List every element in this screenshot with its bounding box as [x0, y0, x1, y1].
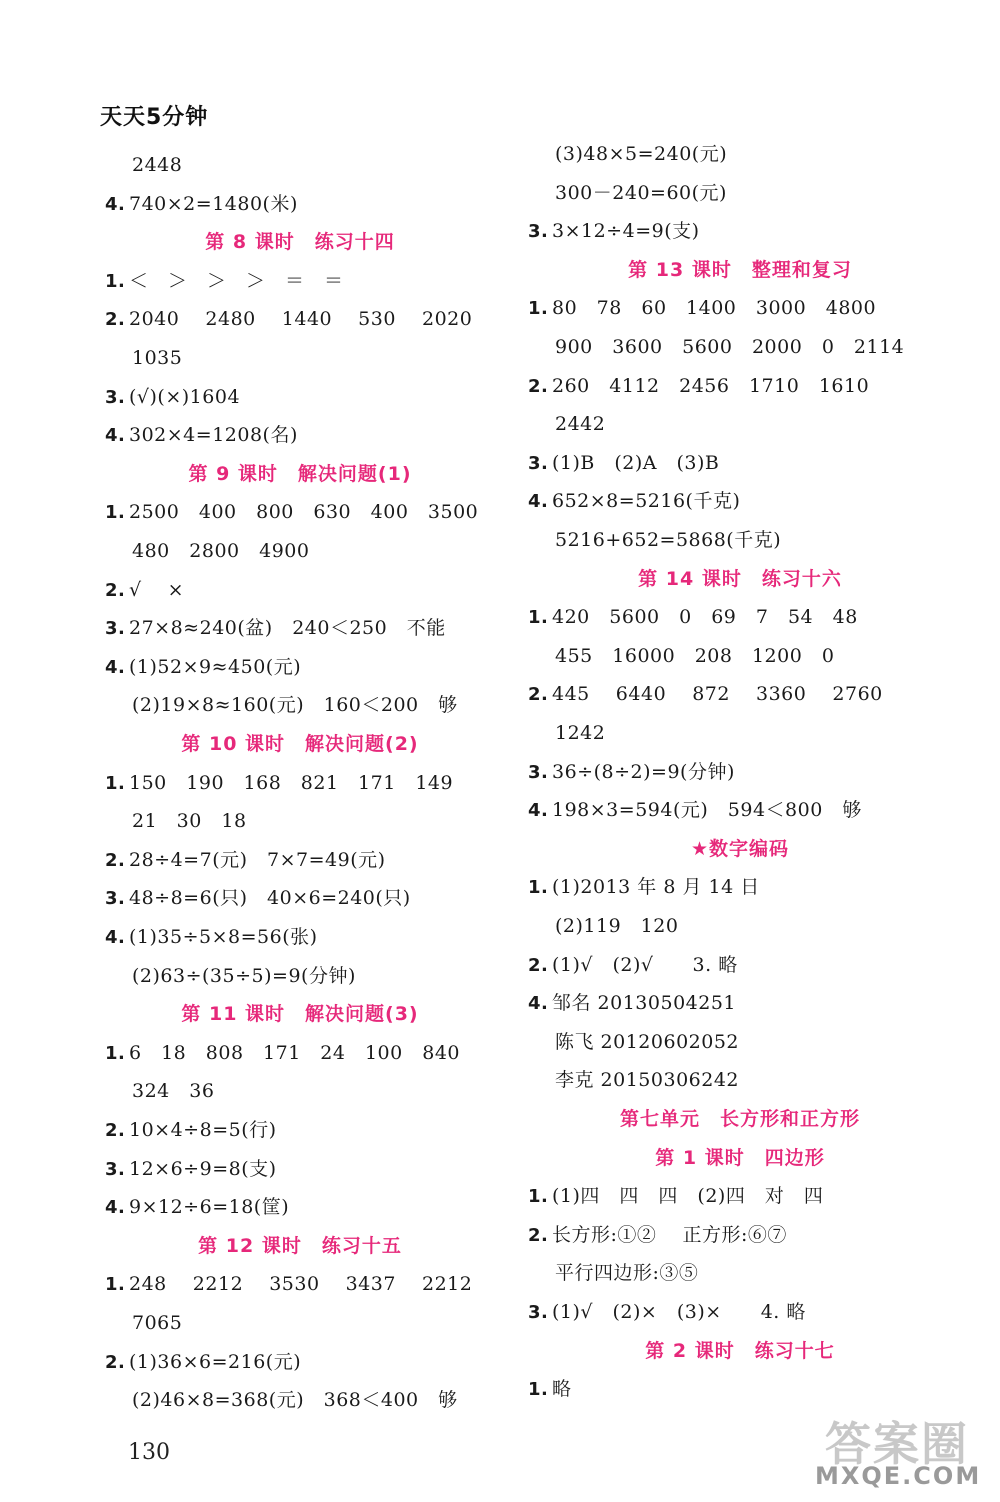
answer-line [105, 1272, 472, 1297]
answer-text: 480 2800 4900 [132, 540, 310, 562]
answer-text: 10×4÷8=5(行) [129, 1119, 277, 1141]
answer-text: 2448 [132, 154, 183, 176]
question-number: 2. [105, 579, 126, 601]
answer-text: 21 30 18 [132, 810, 247, 833]
answer-text: (3)48×5=240(元) [555, 143, 728, 165]
answer-text: 900 3600 5600 2000 0 2114 [555, 336, 905, 358]
answer-line [132, 1311, 182, 1335]
answer-line [528, 1377, 572, 1402]
question-number: 2. [528, 954, 549, 976]
answer-text: 2500 400 800 630 400 3500 [129, 501, 479, 524]
question-number: 4. [528, 993, 549, 1015]
answer-line [555, 335, 904, 359]
section-heading: 第 14 课时 练习十六 [638, 567, 842, 590]
question-number: 3. [528, 761, 549, 783]
answer-line [555, 142, 727, 166]
answer-line [105, 500, 478, 525]
answer-text: 248 2212 3530 3437 2212 [129, 1273, 473, 1296]
question-number: 4. [528, 800, 549, 822]
answer-line [105, 192, 298, 217]
section-heading: 第七单元 长方形和正方形 [619, 1108, 860, 1130]
answer-line [555, 644, 834, 668]
answer-line [105, 307, 472, 332]
answer-line [132, 964, 356, 988]
answer-text: 平行四边形:③⑤ [555, 1262, 699, 1285]
answer-text: 302×4=1208(名) [129, 424, 298, 447]
answer-line [132, 153, 182, 177]
answer-text: 2442 [555, 413, 606, 436]
page-header-title: 天天5分钟 [100, 105, 209, 130]
answer-line [105, 1195, 289, 1220]
answer-line [528, 489, 740, 514]
answer-line [105, 848, 386, 873]
question-number: 2. [105, 309, 126, 331]
answer-text: (1)2013 年 8 月 14 日 [552, 876, 760, 899]
answer-line [528, 219, 700, 244]
answer-line [528, 1223, 787, 1248]
question-number: 2. [528, 1224, 549, 1246]
question-number: 3. [105, 888, 126, 910]
answer-line [555, 181, 727, 205]
answer-line [555, 721, 605, 745]
answer-line [528, 1184, 823, 1209]
question-number: 1. [105, 772, 126, 794]
answer-line [105, 1350, 301, 1375]
watermark-url: MXQE.COM [815, 1462, 982, 1490]
answer-line [105, 385, 240, 410]
answer-line [132, 1388, 458, 1412]
question-number: 3. [528, 1302, 549, 1323]
answer-text: 455 16000 208 1200 0 [555, 644, 835, 667]
question-number: 1. [528, 298, 549, 320]
answer-line [105, 655, 301, 680]
answer-line [528, 296, 876, 321]
answer-text: (2)119 120 [555, 915, 679, 937]
section-heading: 第 13 课时 整理和复习 [628, 258, 852, 281]
section-heading: 第 1 课时 四边形 [655, 1146, 825, 1169]
answer-text: (1)36×6=216(元) [129, 1350, 302, 1373]
question-number: 1. [528, 1379, 549, 1401]
question-number: 1. [105, 1274, 126, 1296]
question-number: 2. [105, 1120, 126, 1141]
question-number: 2. [105, 1351, 126, 1373]
question-number: 4. [105, 193, 126, 215]
answer-text: (2)63÷(35÷5)=9(分钟) [132, 964, 356, 987]
answer-text: 740×2=1480(米) [129, 192, 298, 215]
answer-line [528, 451, 719, 476]
section-heading: 第 10 课时 解决问题(2) [181, 733, 419, 755]
page-number: 130 [128, 1440, 170, 1465]
answer-text: (1)√ (2)√ 3. 略 [552, 953, 738, 976]
answer-line [528, 798, 862, 823]
question-number: 3. [528, 452, 549, 474]
answer-text: 3×12÷4=9(支) [552, 220, 700, 243]
answer-line [105, 771, 453, 796]
answer-text: 80 78 60 1400 3000 4800 [552, 297, 877, 320]
answer-text: (1)35÷5×8=56(张) [129, 926, 318, 948]
answer-text: 2040 2480 1440 530 2020 [129, 308, 473, 331]
answer-line [528, 1300, 806, 1325]
question-number: 1. [105, 1042, 126, 1064]
answer-text: 445 6440 872 3360 2760 [552, 683, 883, 706]
answer-text: 260 4112 2456 1710 1610 [552, 374, 870, 397]
question-number: 1. [105, 502, 126, 524]
question-number: 1. [528, 877, 549, 899]
answer-text: 9×12÷6=18(筐) [129, 1196, 290, 1219]
answer-text: (1)四 四 四 (2)四 对 四 [552, 1185, 824, 1208]
answer-line [528, 682, 883, 707]
left-column [0, 0, 479, 1502]
watermark-logo-text: 答案圈 [825, 1417, 969, 1471]
answer-line [132, 693, 458, 717]
answer-text: 6 18 808 171 24 100 840 [129, 1041, 461, 1064]
answer-text: 略 [552, 1378, 572, 1401]
section-heading: 第 8 课时 练习十四 [205, 231, 395, 254]
question-number: 1. [528, 1186, 549, 1208]
answer-line [105, 423, 298, 448]
right-column [510, 0, 930, 1502]
question-number: 4. [528, 491, 549, 513]
answer-line [105, 1157, 277, 1182]
question-number: 4. [105, 1197, 126, 1219]
answer-text: 300－240=60(元) [555, 181, 727, 204]
section-heading: 第 11 课时 解决问题(3) [181, 1003, 419, 1026]
answer-text: 324 36 [132, 1080, 215, 1103]
answer-text: 7065 [132, 1312, 183, 1334]
answer-text: 1242 [555, 722, 606, 744]
answer-line [132, 346, 182, 370]
answer-line [105, 578, 184, 603]
answer-text: 5216+652=5868(千克) [555, 529, 782, 551]
answer-text: 28÷4=7(元) 7×7=49(元) [129, 848, 386, 871]
question-number: 4. [105, 425, 126, 447]
answer-line [132, 1079, 214, 1103]
question-number: 3. [105, 386, 126, 408]
answer-text: (√)(×)1604 [129, 385, 241, 408]
answer-text: (2)46×8=368(元) 368＜400 够 [132, 1389, 458, 1412]
answer-text: 198×3=594(元) 594＜800 够 [552, 799, 862, 822]
answer-line [528, 605, 858, 630]
answer-text: 652×8=5216(千克) [552, 490, 741, 513]
answer-text: 长方形:①② 正方形:⑥⑦ [552, 1223, 787, 1246]
answer-text: 李克 20150306242 [555, 1069, 740, 1092]
question-number: 2. [528, 375, 549, 397]
question-number: 1. [105, 270, 126, 292]
answer-line [555, 412, 605, 436]
answer-line [555, 528, 781, 552]
answer-text: 1035 [132, 347, 183, 369]
answer-line [528, 991, 736, 1016]
answer-line [105, 1118, 277, 1143]
question-number: 4. [105, 927, 126, 948]
section-heading: 第 9 课时 解决问题(1) [188, 462, 412, 485]
answer-text: 陈飞 20120602052 [555, 1030, 740, 1053]
answer-line [555, 914, 678, 938]
answer-text: (1)√ (2)× (3)× 4. 略 [552, 1301, 806, 1323]
answer-line [132, 809, 247, 833]
answer-line [528, 875, 760, 900]
answer-line [132, 539, 309, 563]
section-heading: ★数字编码 [690, 837, 790, 860]
answer-line [105, 269, 344, 294]
answer-line [105, 925, 318, 950]
answer-text: √ × [129, 578, 185, 601]
answer-line [105, 886, 411, 911]
answer-line [528, 374, 869, 399]
answer-text: 420 5600 0 69 7 54 48 [552, 606, 858, 629]
section-heading: 第 2 课时 练习十七 [645, 1339, 835, 1362]
question-number: 1. [528, 607, 549, 629]
answer-text: 27×8≈240(盆) 240＜250 不能 [129, 617, 446, 640]
question-number: 2. [528, 684, 549, 706]
answer-text: 48÷8=6(只) 40×6=240(只) [129, 887, 411, 910]
answer-line [105, 616, 446, 641]
question-number: 3. [105, 618, 126, 640]
answer-line [555, 1068, 739, 1092]
answer-line [555, 1261, 698, 1285]
answer-text: (1)52×9≈450(元) [129, 655, 302, 678]
answer-text: (1)B (2)A (3)B [552, 451, 720, 474]
question-number: 3. [528, 221, 549, 243]
answer-text: (2)19×8≈160(元) 160＜200 够 [132, 694, 458, 717]
answer-text: 邹名 20130504251 [552, 992, 737, 1015]
question-number: 4. [105, 656, 126, 678]
answer-text: 12×6÷9=8(支) [129, 1157, 277, 1180]
answer-line [105, 1041, 460, 1066]
question-number: 3. [105, 1158, 126, 1180]
section-heading: 第 12 课时 练习十五 [198, 1234, 402, 1257]
answer-line [555, 1030, 739, 1054]
question-number: 2. [105, 849, 126, 871]
answer-line [528, 760, 735, 785]
answer-text: ＜ ＞ ＞ ＞ ＝ ＝ [129, 269, 344, 292]
answer-line [528, 953, 738, 978]
answer-text: 150 190 168 821 171 149 [129, 771, 454, 794]
answer-text: 36÷(8÷2)=9(分钟) [552, 760, 735, 783]
